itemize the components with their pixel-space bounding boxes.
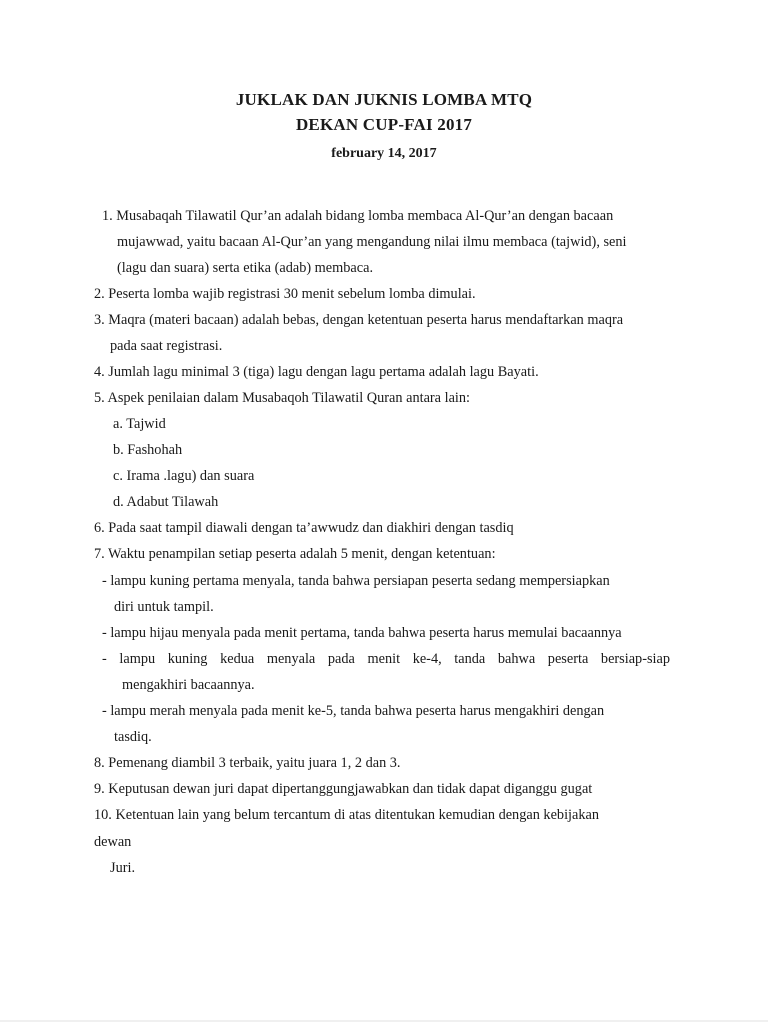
item-1-line-3: (lagu dan suara) serta etika (adab) membaca. (117, 260, 374, 276)
document-title-line1: JUKLAK DAN JUKNIS LOMBA MTQ (235, 90, 533, 109)
item-7-bullet-1-line-2: diri untuk tampil. (114, 599, 214, 615)
item-5-sub-c: c. Irama .lagu) dan suara (113, 468, 255, 484)
item-7-bullet-3-line-1: - lampu kuning kedua menyala pada menit ke-4, tanda bahwa peserta bersiap-siap (102, 651, 670, 667)
item-5-sub-b: b. Fashohah (113, 442, 183, 458)
item-1-line-2: mujawwad, yaitu bacaan Al-Qur’an yang mengandung nilai ilmu membaca (tajwid), seni (117, 234, 627, 250)
item-7-bullet-3-line-2: mengakhiri bacaannya. (122, 677, 255, 693)
item-5-line-1: 5. Aspek penilaian dalam Musabaqoh Tilawatil Quran antara lain: (94, 390, 471, 406)
document-date: february 14, 2017 (331, 146, 437, 161)
item-5-sub-a: a. Tajwid (113, 416, 166, 432)
item-6-line-1: 6. Pada saat tampil diawali dengan ta’awwudz dan diakhiri dengan tasdiq (94, 520, 514, 536)
item-7-line-1: 7. Waktu penampilan setiap peserta adalah 5 menit, dengan ketentuan: (94, 546, 496, 562)
item-7-bullet-4-line-1: - lampu merah menyala pada menit ke-5, tanda bahwa peserta harus mengakhiri dengan (102, 703, 605, 719)
item-5-sub-d: d. Adabut Tilawah (113, 494, 219, 510)
item-7-bullet-4-line-2: tasdiq. (114, 729, 152, 745)
item-10-line-1: 10. Ketentuan lain yang belum tercantum di atas ditentukan kemudian dengan kebijakan (94, 807, 599, 823)
item-3-line-2: pada saat registrasi. (110, 338, 223, 354)
item-1-line-1: 1. Musabaqah Tilawatil Qur’an adalah bidang lomba membaca Al-Qur’an dengan bacaan (102, 208, 614, 224)
item-7-bullet-2-line-1: - lampu hijau menyala pada menit pertama, tanda bahwa peserta harus memulai bacaannya (102, 625, 622, 641)
page-bottom-edge (0, 1020, 768, 1022)
item-9-line-1: 9. Keputusan dewan juri dapat dipertanggungjawabkan dan tidak dapat diganggu gugat (94, 781, 593, 797)
item-7-bullet-1-line-1: - lampu kuning pertama menyala, tanda bahwa persiapan peserta sedang mempersiapkan (102, 573, 610, 589)
item-10-line-3: Juri. (110, 860, 136, 876)
item-3-line-1: 3. Maqra (materi bacaan) adalah bebas, dengan ketentuan peserta harus mendaftarkan maqra (94, 312, 624, 328)
item-4-line-1: 4. Jumlah lagu minimal 3 (tiga) lagu dengan lagu pertama adalah lagu Bayati. (94, 364, 539, 380)
item-8-line-1: 8. Pemenang diambil 3 terbaik, yaitu juara 1, 2 dan 3. (94, 755, 401, 771)
item-10-line-2: dewan (94, 834, 132, 850)
item-2-line-1: 2. Peserta lomba wajib registrasi 30 menit sebelum lomba dimulai. (94, 286, 476, 302)
document-title-line2: DEKAN CUP-FAI 2017 (295, 115, 473, 134)
